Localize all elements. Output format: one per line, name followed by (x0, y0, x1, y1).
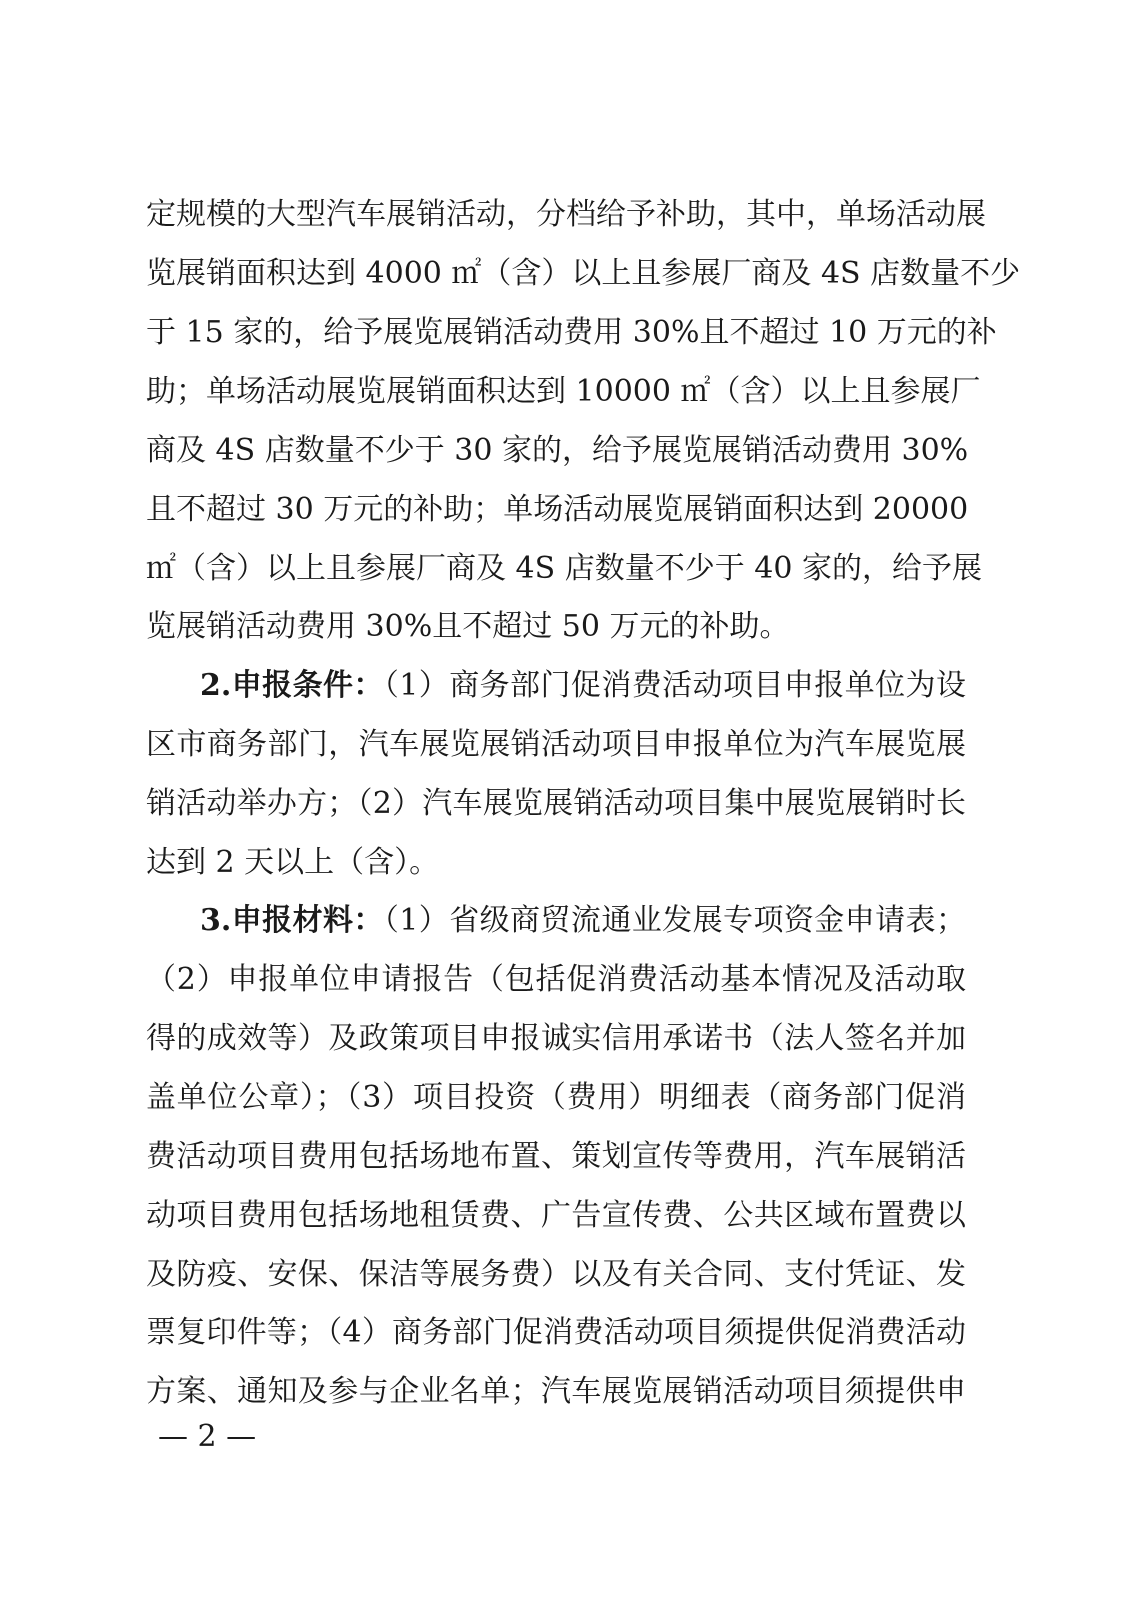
page-number: — 2 — (158, 1419, 257, 1454)
body-line: 且不超过 30 万元的补助；单场活动展览展销面积达到 20000 (146, 492, 969, 527)
body-line: 定规模的大型汽车展销活动，分档给予补助，其中，单场活动展 (146, 197, 986, 232)
body-line-paragraph-end: 览展销活动费用 30%且不超过 50 万元的补助。 (146, 609, 790, 644)
body-line: 费活动项目费用包括场地布置、策划宣传等费用，汽车展销活 (146, 1139, 966, 1174)
body-line: 动项目费用包括场地租赁费、广告宣传费、公共区域布置费以 (146, 1198, 966, 1233)
body-line: 商及 4S 店数量不少于 30 家的，给予展览展销活动费用 30% (146, 433, 969, 468)
body-line: （2）申报单位申请报告（包括促消费活动基本情况及活动取 (146, 962, 966, 997)
section-2-first-line (200, 664, 966, 708)
body-line: 盖单位公章）；（3）项目投资（费用）明细表（商务部门促消 (146, 1080, 966, 1115)
body-line: 方案、通知及参与企业名单；汽车展览展销活动项目须提供申 (146, 1374, 966, 1409)
body-line: 区市商务部门，汽车展览展销活动项目申报单位为汽车展览展 (146, 727, 966, 762)
section-3-first-line-text: （1）省级商贸流通业发展专项资金申请表； (383, 903, 966, 938)
section-heading-conditions: 2.申报条件： (200, 668, 384, 703)
body-line: 于 15 家的，给予展览展销活动费用 30%且不超过 10 万元的补 (146, 315, 997, 350)
body-line: 及防疫、安保、保洁等展务费）以及有关合同、支付凭证、发 (146, 1257, 966, 1292)
body-line: 览展销面积达到 4000 ㎡（含）以上且参展厂商及 4S 店数量不少 (146, 256, 1021, 291)
body-line: 票复印件等；（4）商务部门促消费活动项目须提供促消费活动 (146, 1315, 966, 1350)
section-2-first-line-text: （1）商务部门促消费活动项目申报单位为设 (383, 668, 966, 703)
body-line: 得的成效等）及政策项目申报诚实信用承诺书（法人签名并加 (146, 1021, 966, 1056)
body-line-paragraph-end: 达到 2 天以上（含）。 (146, 845, 440, 880)
body-line: ㎡（含）以上且参展厂商及 4S 店数量不少于 40 家的，给予展 (146, 551, 982, 586)
body-line: 销活动举办方；（2）汽车展览展销活动项目集中展览展销时长 (146, 786, 966, 821)
section-3-first-line (200, 899, 966, 943)
section-heading-materials: 3.申报材料： (200, 903, 384, 938)
body-line: 助；单场活动展览展销面积达到 10000 ㎡（含）以上且参展厂 (146, 374, 981, 409)
